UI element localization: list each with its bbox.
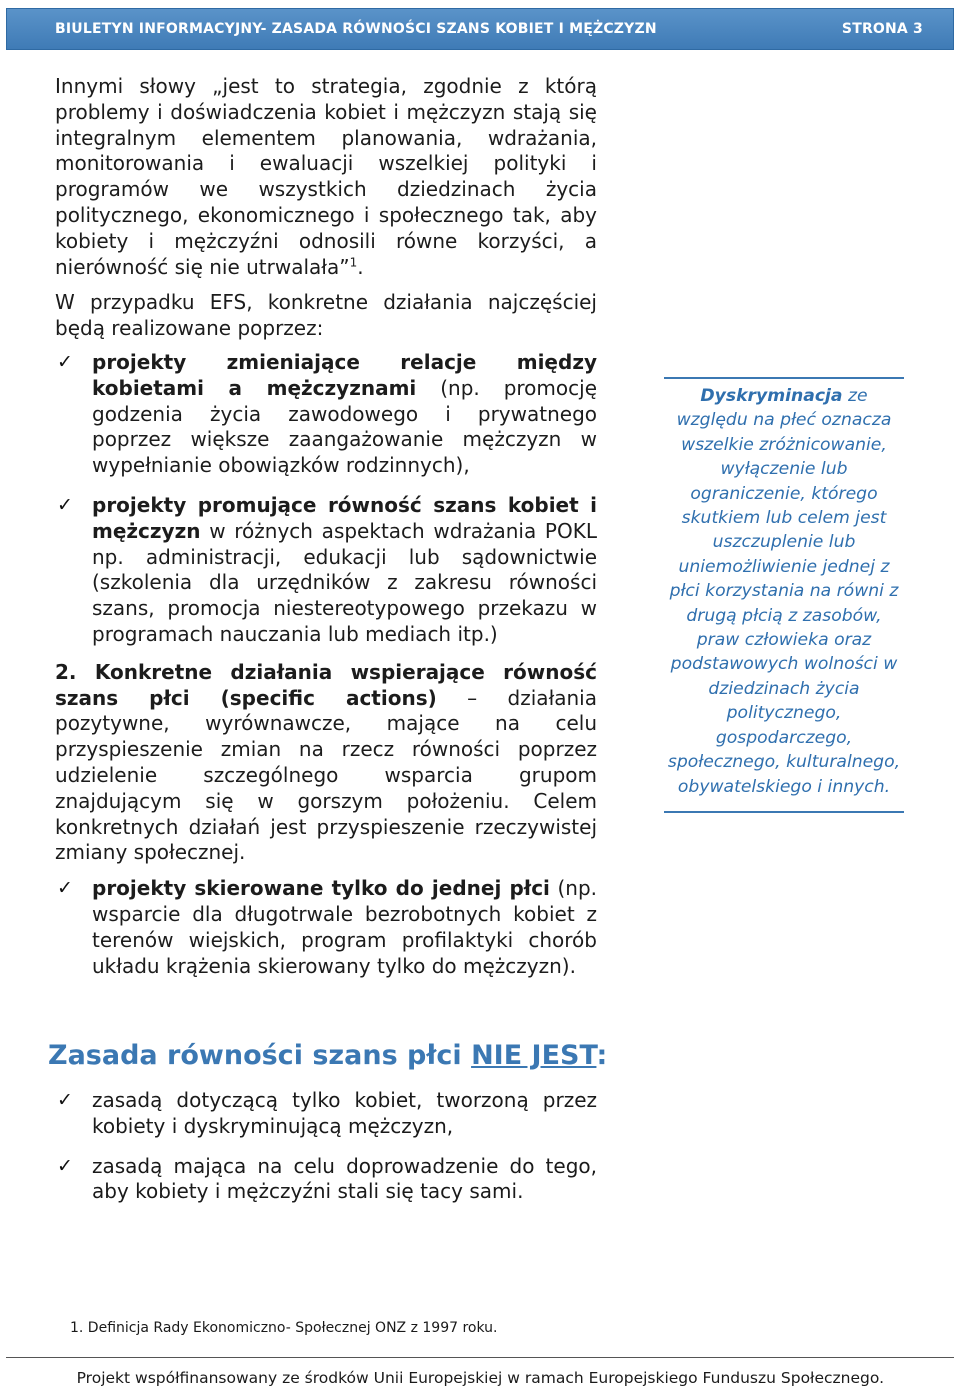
specific-actions-paragraph xyxy=(55,660,597,866)
item-text: zasadą dotyczącą tylko kobiet, tworzoną przez kobiety i dyskryminującą mężczyzn, xyxy=(92,1088,597,1138)
item-bold: projekty promujące równość szans kobiet i mężczyzn xyxy=(92,492,597,543)
specific-actions-text: – działania pozytywne, wyrównawcze, mające na celu przyspieszenie zmian na rzecz równości poprzez udzielenie szczególnego wsparcia grupom znajdującym się w gorszym położeniu. Celem konkretnych działań jest przyspieszenie rzeczywistej zmiany społecznej. xyxy=(55,685,597,865)
specific-actions-heading: 2. Konkretne działania wspierające równość szans płci (specific actions) xyxy=(55,659,597,710)
main-column xyxy=(55,74,597,979)
not-list xyxy=(55,1088,597,1205)
item-text: (np. wsparcie dla długotrwale bezrobotnych kobiet z terenów wiejskich, program profilaktyki chorób układu krążenia skierowany tylko do mężczyzn). xyxy=(92,876,597,978)
definition-sidebar xyxy=(664,377,904,813)
intro-quote: Innymi słowy „jest to strategia, zgodnie z którą problemy i doświadczenia kobiet i mężczyzn stają się integralnym elementem planowania, wdrażania, monitorowania i ewaluacji wszelkiej polityki i programów we wszystkich dziedzinach życia politycznego, ekonomicznego i społecznego tak, aby kobiety i mężczyźni odnosili równe korzyści, a nierówność się nie utrwalała” xyxy=(55,74,597,279)
intro-end: . xyxy=(357,254,364,279)
check-icon: ✓ xyxy=(57,350,73,373)
sidebar-text: ze względu na płeć oznacza wszelkie zróżnicowanie, wyłączenie lub ograniczenie, którego skutkiem lub celem jest uszczuplenie lub uniemożliwienie jednej z płci korzystania na równi z drugą płcią z zasobów, praw człowieka oraz podstawowych wolności w dziedzinach życia politycznego, gospodarczego, społecznego, kulturalnego, obywatelskiego i innych. xyxy=(667,386,901,797)
intro-paragraph xyxy=(55,74,597,280)
item-text: (np. promocję godzenia życia zawodowego i prywatnego poprzez większe zaangażowanie mężczyzn w wypełnianie obowiązków rodzinnych), xyxy=(92,375,597,478)
item-text: zasadą mająca na celu doprowadzenie do tego, aby kobiety i mężczyźni stali się tacy sami. xyxy=(92,1153,597,1204)
check-icon: ✓ xyxy=(57,877,73,900)
page-footer: Projekt współfinansowany ze środków Unii Europejskiej w ramach Europejskiego Funduszu Społecznego. xyxy=(76,1369,884,1387)
list-item xyxy=(55,876,597,979)
check-icon: ✓ xyxy=(57,493,73,516)
list-item xyxy=(55,493,597,648)
section-title xyxy=(48,1040,607,1071)
single-sex-list xyxy=(55,876,597,979)
sidebar-term: Dyskryminacja xyxy=(700,386,843,406)
list-item xyxy=(55,1154,597,1206)
page-number: STRONA 3 xyxy=(841,21,923,37)
footer-divider xyxy=(6,1357,954,1358)
footnote-ref[interactable]: 1 xyxy=(349,254,358,269)
check-icon: ✓ xyxy=(57,1089,73,1111)
section-title-underlined: NIE JEST xyxy=(471,1040,597,1071)
efs-list xyxy=(55,350,597,648)
list-item xyxy=(55,1088,597,1140)
page-header xyxy=(6,8,954,50)
header-title: BIULETYN INFORMACYJNY- ZASADA RÓWNOŚCI SZANS KOBIET I MĘŻCZYZN xyxy=(55,21,657,37)
list-item xyxy=(55,350,597,479)
item-bold: projekty skierowane tylko do jednej płci xyxy=(92,876,550,901)
check-icon: ✓ xyxy=(57,1154,73,1177)
efs-paragraph: W przypadku EFS, konkretne działania najczęściej będą realizowane poprzez: xyxy=(55,290,597,341)
footnote: 1. Definicja Rady Ekonomiczno- Społecznej ONZ z 1997 roku. xyxy=(70,1320,498,1336)
item-bold: projekty zmieniające relacje między kobietami a mężczyznami xyxy=(92,349,597,400)
section-title-start: Zasada równości szans płci xyxy=(48,1040,472,1071)
item-text: w różnych aspektach wdrażania POKL np. administracji, edukacji lub sądownictwie (szkolenia dla urzędników z zakresu równości szans, promocja niestereotypowego przekazu w programach nauczania lub mediach itp.) xyxy=(92,518,597,646)
section-title-end: : xyxy=(596,1040,608,1071)
